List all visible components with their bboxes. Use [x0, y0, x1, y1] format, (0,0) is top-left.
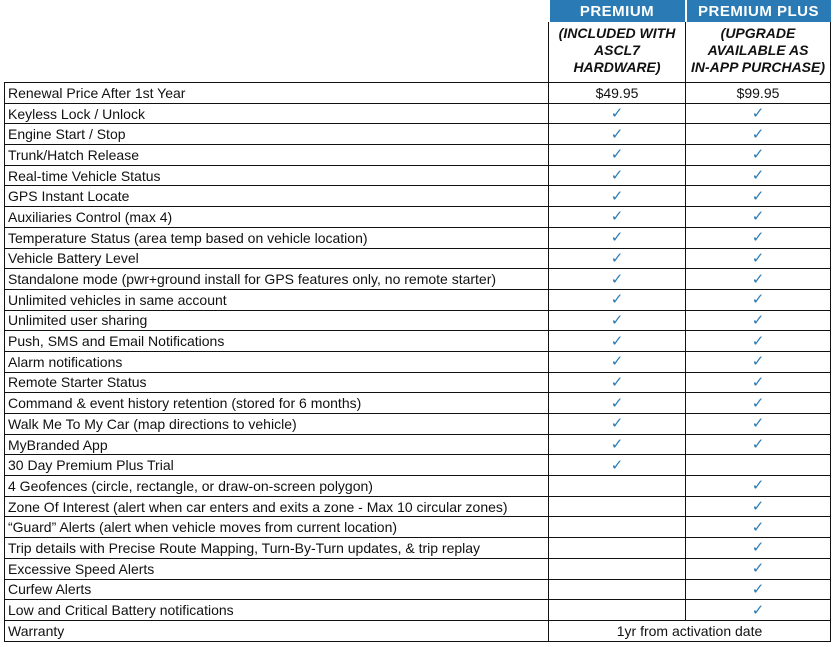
- premium-cell: [549, 124, 686, 145]
- table-row: [5, 455, 831, 476]
- table-row: [5, 517, 831, 538]
- checkmark-icon: ✓: [610, 291, 624, 309]
- feature-label: Trunk/Hatch Release: [5, 145, 549, 166]
- checkmark-icon: ✓: [751, 539, 765, 557]
- premium-plus-subtitle-line: (UPGRADE: [720, 25, 796, 41]
- premium-cell: [549, 207, 686, 228]
- premium-cell: [549, 165, 686, 186]
- header-blank: [5, 0, 549, 22]
- feature-label: Keyless Lock / Unlock: [5, 103, 549, 124]
- premium-cell: [549, 310, 686, 331]
- table-row: [5, 538, 831, 559]
- feature-label: Unlimited vehicles in same account: [5, 289, 549, 310]
- checkmark-icon: ✓: [751, 332, 765, 350]
- premium-cell: [549, 414, 686, 435]
- checkmark-icon: ✓: [610, 332, 624, 350]
- premium-cell: [549, 248, 686, 269]
- premium-plus-cell: [686, 269, 831, 290]
- checkmark-icon: ✓: [751, 601, 765, 619]
- premium-plus-cell: [686, 145, 831, 166]
- checkmark-icon: ✓: [610, 187, 624, 205]
- feature-rows: [5, 83, 831, 621]
- premium-plus-cell: [686, 310, 831, 331]
- table-row: [5, 476, 831, 497]
- premium-cell: [549, 289, 686, 310]
- feature-label: Standalone mode (pwr+ground install for GPS features only, no remote starter): [5, 269, 549, 290]
- premium-plus-cell: [686, 103, 831, 124]
- table-row: [5, 558, 831, 579]
- warranty-value: 1yr from activation date: [549, 620, 831, 641]
- premium-subtitle: [549, 22, 686, 83]
- premium-plus-header: PREMIUM PLUS: [686, 0, 831, 22]
- premium-plus-cell: [686, 393, 831, 414]
- feature-label: Push, SMS and Email Notifications: [5, 331, 549, 352]
- premium-cell: [549, 372, 686, 393]
- feature-label: Walk Me To My Car (map directions to vehicle): [5, 414, 549, 435]
- table-row: [5, 207, 831, 228]
- premium-plus-cell: [686, 124, 831, 145]
- checkmark-icon: ✓: [751, 560, 765, 578]
- table-row: [5, 165, 831, 186]
- premium-cell: [549, 476, 686, 497]
- checkmark-icon: ✓: [751, 167, 765, 185]
- checkmark-icon: ✓: [751, 498, 765, 516]
- premium-cell: [549, 186, 686, 207]
- table-row: [5, 103, 831, 124]
- checkmark-icon: ✓: [751, 415, 765, 433]
- premium-plus-cell: [686, 600, 831, 621]
- checkmark-icon: ✓: [610, 125, 624, 143]
- checkmark-icon: ✓: [751, 477, 765, 495]
- premium-plus-cell: [686, 289, 831, 310]
- feature-label: Unlimited user sharing: [5, 310, 549, 331]
- table-row: [5, 124, 831, 145]
- premium-plus-cell: [686, 538, 831, 559]
- premium-cell: $49.95: [549, 83, 686, 104]
- warranty-row: [5, 620, 831, 641]
- checkmark-icon: ✓: [751, 291, 765, 309]
- table-row: [5, 351, 831, 372]
- premium-plus-cell: [686, 414, 831, 435]
- checkmark-icon: ✓: [610, 270, 624, 288]
- header-subtitle-row: [5, 22, 831, 83]
- checkmark-icon: ✓: [610, 229, 624, 247]
- checkmark-icon: ✓: [751, 518, 765, 536]
- feature-label: MyBranded App: [5, 434, 549, 455]
- feature-label: Renewal Price After 1st Year: [5, 83, 549, 104]
- premium-header: PREMIUM: [549, 0, 686, 22]
- checkmark-icon: ✓: [610, 415, 624, 433]
- table-row: [5, 434, 831, 455]
- table-row: [5, 248, 831, 269]
- premium-plus-cell: [686, 165, 831, 186]
- table-row: [5, 289, 831, 310]
- premium-plus-cell: [686, 207, 831, 228]
- table-row: [5, 310, 831, 331]
- checkmark-icon: ✓: [751, 311, 765, 329]
- checkmark-icon: ✓: [751, 187, 765, 205]
- premium-cell: [549, 269, 686, 290]
- premium-plus-subtitle-line: AVAILABLE AS: [707, 42, 809, 58]
- checkmark-icon: ✓: [751, 353, 765, 371]
- feature-label: Auxiliaries Control (max 4): [5, 207, 549, 228]
- table-row: [5, 83, 831, 104]
- premium-subtitle-line: (INCLUDED WITH: [558, 25, 676, 41]
- feature-label: Vehicle Battery Level: [5, 248, 549, 269]
- feature-label: Low and Critical Battery notifications: [5, 600, 549, 621]
- checkmark-icon: ✓: [751, 580, 765, 598]
- premium-plus-cell: [686, 558, 831, 579]
- feature-label: “Guard” Alerts (alert when vehicle moves from current location): [5, 517, 549, 538]
- premium-plus-cell: [686, 186, 831, 207]
- premium-plus-cell: [686, 227, 831, 248]
- checkmark-icon: ✓: [751, 394, 765, 412]
- checkmark-icon: ✓: [610, 167, 624, 185]
- premium-cell: [549, 331, 686, 352]
- premium-plus-cell: $99.95: [686, 83, 831, 104]
- checkmark-icon: ✓: [751, 436, 765, 454]
- premium-cell: [549, 434, 686, 455]
- feature-label: Alarm notifications: [5, 351, 549, 372]
- premium-plus-cell: [686, 496, 831, 517]
- feature-label: Temperature Status (area temp based on vehicle location): [5, 227, 549, 248]
- premium-cell: [549, 558, 686, 579]
- table-row: [5, 414, 831, 435]
- checkmark-icon: ✓: [610, 394, 624, 412]
- feature-label: Zone Of Interest (alert when car enters and exits a zone - Max 10 circular zones): [5, 496, 549, 517]
- checkmark-icon: ✓: [610, 146, 624, 164]
- checkmark-icon: ✓: [751, 125, 765, 143]
- premium-plus-cell: [686, 372, 831, 393]
- feature-comparison-table: [4, 0, 831, 642]
- checkmark-icon: ✓: [610, 456, 624, 474]
- premium-cell: [549, 455, 686, 476]
- premium-cell: [549, 351, 686, 372]
- checkmark-icon: ✓: [610, 353, 624, 371]
- premium-plus-cell: [686, 579, 831, 600]
- premium-cell: [549, 538, 686, 559]
- checkmark-icon: ✓: [610, 249, 624, 267]
- checkmark-icon: ✓: [610, 208, 624, 226]
- feature-label: Trip details with Precise Route Mapping, Turn-By-Turn updates, & trip replay: [5, 538, 549, 559]
- checkmark-icon: ✓: [610, 373, 624, 391]
- feature-label: Excessive Speed Alerts: [5, 558, 549, 579]
- feature-label: Engine Start / Stop: [5, 124, 549, 145]
- comparison-table-wrapper: [4, 0, 830, 642]
- checkmark-icon: ✓: [751, 208, 765, 226]
- checkmark-icon: ✓: [751, 373, 765, 391]
- premium-plus-cell: [686, 476, 831, 497]
- premium-cell: [549, 103, 686, 124]
- premium-cell: [549, 517, 686, 538]
- table-row: [5, 579, 831, 600]
- table-row: [5, 496, 831, 517]
- premium-plus-cell: [686, 248, 831, 269]
- feature-label: 30 Day Premium Plus Trial: [5, 455, 549, 476]
- table-row: [5, 227, 831, 248]
- table-row: [5, 331, 831, 352]
- premium-subtitle-line: ASCL7 HARDWARE): [573, 42, 661, 75]
- premium-plus-cell: [686, 434, 831, 455]
- premium-cell: [549, 579, 686, 600]
- feature-label: 4 Geofences (circle, rectangle, or draw-on-screen polygon): [5, 476, 549, 497]
- table-row: [5, 186, 831, 207]
- header-blank: [5, 22, 549, 83]
- premium-cell: [549, 227, 686, 248]
- premium-plus-subtitle-line: IN-APP PURCHASE): [690, 59, 826, 75]
- premium-cell: [549, 600, 686, 621]
- premium-plus-cell: [686, 331, 831, 352]
- checkmark-icon: ✓: [610, 105, 624, 123]
- feature-label: Real-time Vehicle Status: [5, 165, 549, 186]
- premium-plus-cell: [686, 517, 831, 538]
- premium-cell: [549, 496, 686, 517]
- warranty-label: Warranty: [5, 620, 549, 641]
- header-title-row: [5, 0, 831, 22]
- premium-plus-cell: [686, 351, 831, 372]
- feature-label: Command & event history retention (stored for 6 months): [5, 393, 549, 414]
- table-row: [5, 145, 831, 166]
- table-row: [5, 393, 831, 414]
- checkmark-icon: ✓: [751, 270, 765, 288]
- feature-label: Curfew Alerts: [5, 579, 549, 600]
- premium-cell: [549, 145, 686, 166]
- premium-plus-subtitle: [686, 22, 831, 83]
- checkmark-icon: ✓: [610, 311, 624, 329]
- table-row: [5, 269, 831, 290]
- checkmark-icon: ✓: [751, 249, 765, 267]
- checkmark-icon: ✓: [610, 436, 624, 454]
- checkmark-icon: ✓: [751, 146, 765, 164]
- table-row: [5, 600, 831, 621]
- premium-plus-cell: [686, 455, 831, 476]
- checkmark-icon: ✓: [751, 229, 765, 247]
- feature-label: Remote Starter Status: [5, 372, 549, 393]
- checkmark-icon: ✓: [751, 105, 765, 123]
- feature-label: GPS Instant Locate: [5, 186, 549, 207]
- table-row: [5, 372, 831, 393]
- premium-cell: [549, 393, 686, 414]
